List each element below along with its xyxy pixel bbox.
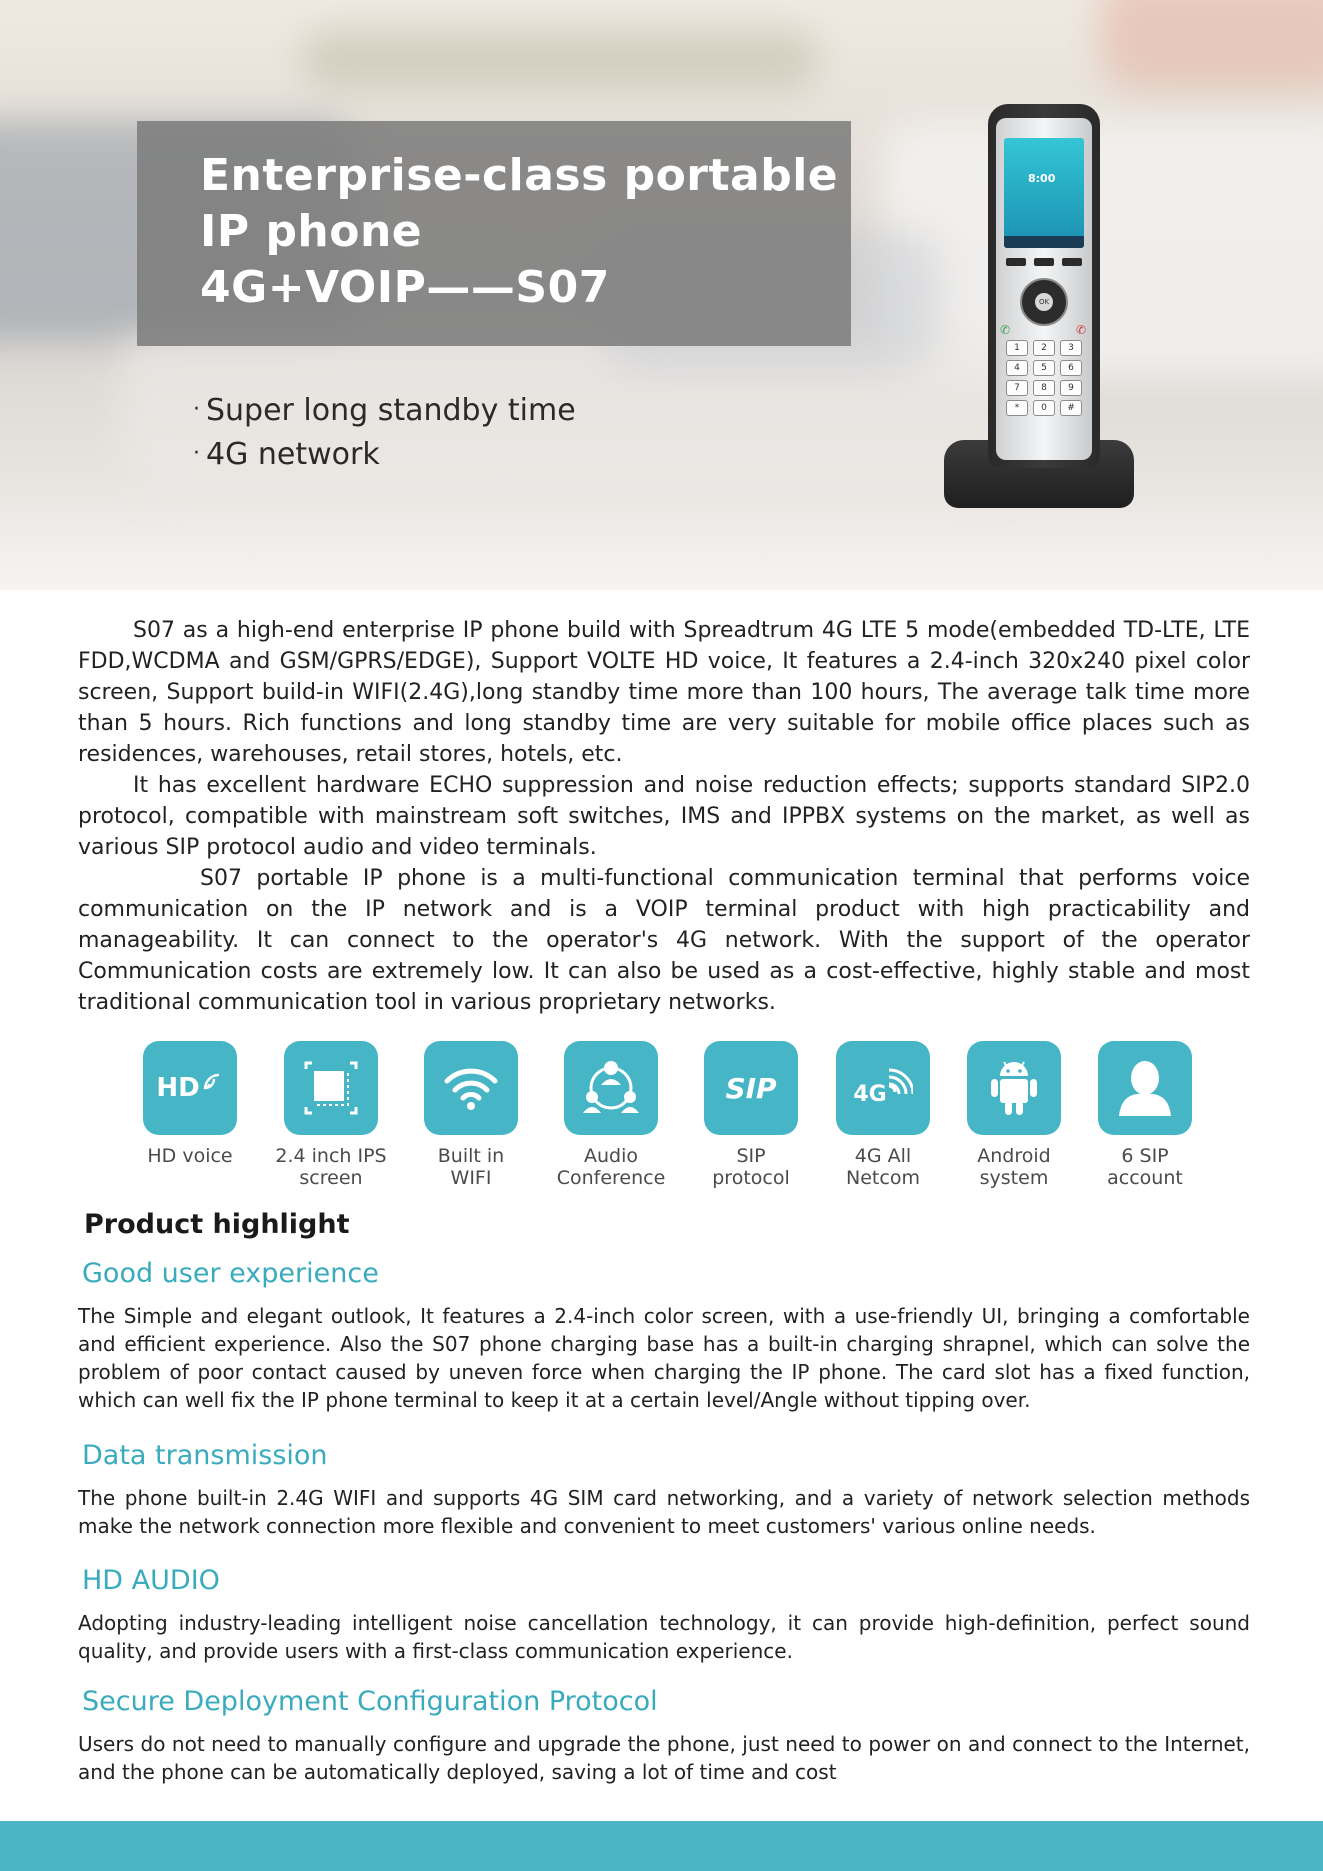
section-text: The phone built-in 2.4G WIFI and supports 4G SIM card networking, and a variety of network selection methods make the network connection more flexible and convenient to meet customers' various online needs. <box>78 1486 1250 1538</box>
feature-sip-protocol <box>676 1041 826 1189</box>
call-icon: ✆ <box>1000 323 1011 337</box>
feature-label: 2.4 inch IPS <box>275 1145 387 1167</box>
intro-paragraph: S07 portable IP phone is a multi-functional communication terminal that performs voice communication on the IP network and is a VOIP terminal product with high practicability and manageability. It can connect to the operator's 4G network. With the support of the operator Communication costs are extremely low. It can also be used as a cost-effective, highly stable and most traditional communication tool in various proprietary networks. <box>78 866 1250 1015</box>
intro-paragraph: It has excellent hardware ECHO suppression and noise reduction effects; supports standard SIP2.0 protocol, compatible with mainstream soft switches, IMS and IPPBX systems on the market, as well as various SIP protocol audio and video terminals. <box>78 773 1250 860</box>
product-highlight-heading: Product highlight <box>84 1209 350 1240</box>
section-text: The Simple and elegant outlook, It features a 2.4-inch color screen, with a use-friendly UI, bringing a comfortable and efficient experience. Also the S07 phone charging base has a built-in charging shrapnel, which can solve the problem of poor contact caused by uneven force when charging the IP phone. The card slot has a fixed function, which can well fix the IP phone terminal to keep it at a certain level/Angle without tipping over. <box>78 1304 1250 1412</box>
phone-key: 7 <box>1006 380 1028 396</box>
phone-key: # <box>1060 400 1082 416</box>
feature-label: account <box>1107 1167 1183 1189</box>
phone-clock: 8:00 <box>1028 172 1056 185</box>
hd-tile-text: HD <box>156 1073 200 1103</box>
android-icon <box>967 1041 1061 1135</box>
phone-key: 9 <box>1060 380 1082 396</box>
feature-android <box>939 1041 1089 1189</box>
feature-label: Netcom <box>846 1167 920 1189</box>
sip-tile-text: SIP <box>725 1071 777 1105</box>
background-blur <box>1100 0 1323 90</box>
phone-key: 0 <box>1033 400 1055 416</box>
feature-label: Conference <box>556 1167 666 1189</box>
hero-title-box <box>137 121 851 346</box>
hero-bullet <box>193 388 576 432</box>
highlight-section <box>78 1684 1250 1786</box>
wifi-icon <box>424 1041 518 1135</box>
hero-title-line: Enterprise-class portable <box>200 150 839 201</box>
phone-ok-key: OK <box>1035 293 1053 311</box>
feature-label: SIP <box>736 1145 766 1167</box>
feature-label: Android <box>977 1145 1051 1167</box>
ips-screen-icon <box>284 1041 378 1135</box>
phone-screen <box>1004 138 1084 248</box>
phone-key: 4 <box>1006 360 1028 376</box>
phone-face <box>996 118 1092 460</box>
bullet-text: Super long standby time <box>206 393 576 428</box>
hero-banner <box>0 0 1323 590</box>
sound-wave-icon <box>202 1069 224 1091</box>
end-call-icon: ✆ <box>1076 323 1087 337</box>
feature-label: screen <box>299 1167 363 1189</box>
hero-title-line: 4G+VOIP——S07 <box>200 262 610 313</box>
feature-label: HD voice <box>147 1145 233 1167</box>
feature-ips-screen <box>256 1041 406 1189</box>
section-text: Users do not need to manually configure and upgrade the phone, just need to power on and connect to the Internet, and the phone can be automatically deployed, saving a lot of time and cost <box>78 1732 1250 1784</box>
hd-voice-icon <box>143 1041 237 1135</box>
bullet-text: 4G network <box>206 437 380 472</box>
hero-title-line: IP phone <box>200 206 423 257</box>
phone-key: 3 <box>1060 340 1082 356</box>
feature-label: Audio <box>583 1145 638 1167</box>
section-title: Data transmission <box>82 1440 328 1471</box>
sip-account-icon <box>1098 1041 1192 1135</box>
feature-label: system <box>979 1167 1049 1189</box>
phone-handset <box>988 104 1100 468</box>
feature-label: 6 SIP <box>1121 1145 1169 1167</box>
sip-protocol-icon <box>704 1041 798 1135</box>
phone-key: * <box>1006 400 1028 416</box>
highlight-section <box>78 1256 1250 1414</box>
4g-netcom-icon <box>836 1041 930 1135</box>
audio-conference-icon <box>564 1041 658 1135</box>
phone-softkeys <box>1006 258 1082 266</box>
footer-bar <box>0 1821 1323 1871</box>
phone-key: 5 <box>1033 360 1055 376</box>
hero-bullets <box>193 388 576 476</box>
section-text: Adopting industry-leading intelligent noise cancellation technology, it can provide high-definition, perfect sound quality, and provide users with a first-class communication experience. <box>78 1611 1250 1663</box>
phone-navpad <box>1020 278 1068 326</box>
feature-audio-conference <box>536 1041 686 1189</box>
feature-label: protocol <box>712 1167 790 1189</box>
intro-paragraph: S07 as a high-end enterprise IP phone build with Spreadtrum 4G LTE 5 mode(embedded TD-LTE, LTE FDD,WCDMA and GSM/GPRS/EDGE), Support VOLTE HD voice, It features a 2.4-inch 320x240 pixel color screen, Support build-in WIFI(2.4G),long standby time more than 100 hours, The average talk time more than 5 hours. Rich functions and long standby time are very suitable for mobile office places such as residences, warehouses, retail stores, hotels, etc. <box>78 618 1250 767</box>
feature-sip-account <box>1070 1041 1220 1189</box>
section-title: Good user experience <box>82 1258 379 1289</box>
phone-key: 2 <box>1033 340 1055 356</box>
section-title: HD AUDIO <box>82 1565 220 1596</box>
highlight-section <box>78 1563 1250 1665</box>
phone-key: 8 <box>1033 380 1055 396</box>
feature-label: WIFI <box>450 1167 492 1189</box>
bullet-marker: · <box>193 441 200 466</box>
feature-4g-netcom <box>808 1041 958 1189</box>
feature-hd-voice <box>115 1041 265 1167</box>
bullet-marker: · <box>193 397 200 422</box>
section-title: Secure Deployment Configuration Protocol <box>82 1686 658 1717</box>
hero-bullet <box>193 432 576 476</box>
4g-tile-text: 4G <box>853 1081 887 1107</box>
phone-screen-bar <box>1004 236 1084 248</box>
highlight-section <box>78 1438 1250 1540</box>
feature-label: 4G All <box>854 1145 912 1167</box>
phone-key: 6 <box>1060 360 1082 376</box>
phone-key: 1 <box>1006 340 1028 356</box>
feature-wifi <box>396 1041 546 1189</box>
signal-wave-icon <box>887 1068 913 1094</box>
feature-label: Built in <box>437 1145 505 1167</box>
background-blur <box>300 30 820 90</box>
phone-keypad <box>1006 340 1082 416</box>
intro-text <box>78 615 1250 1018</box>
phone-product-image <box>940 104 1140 516</box>
